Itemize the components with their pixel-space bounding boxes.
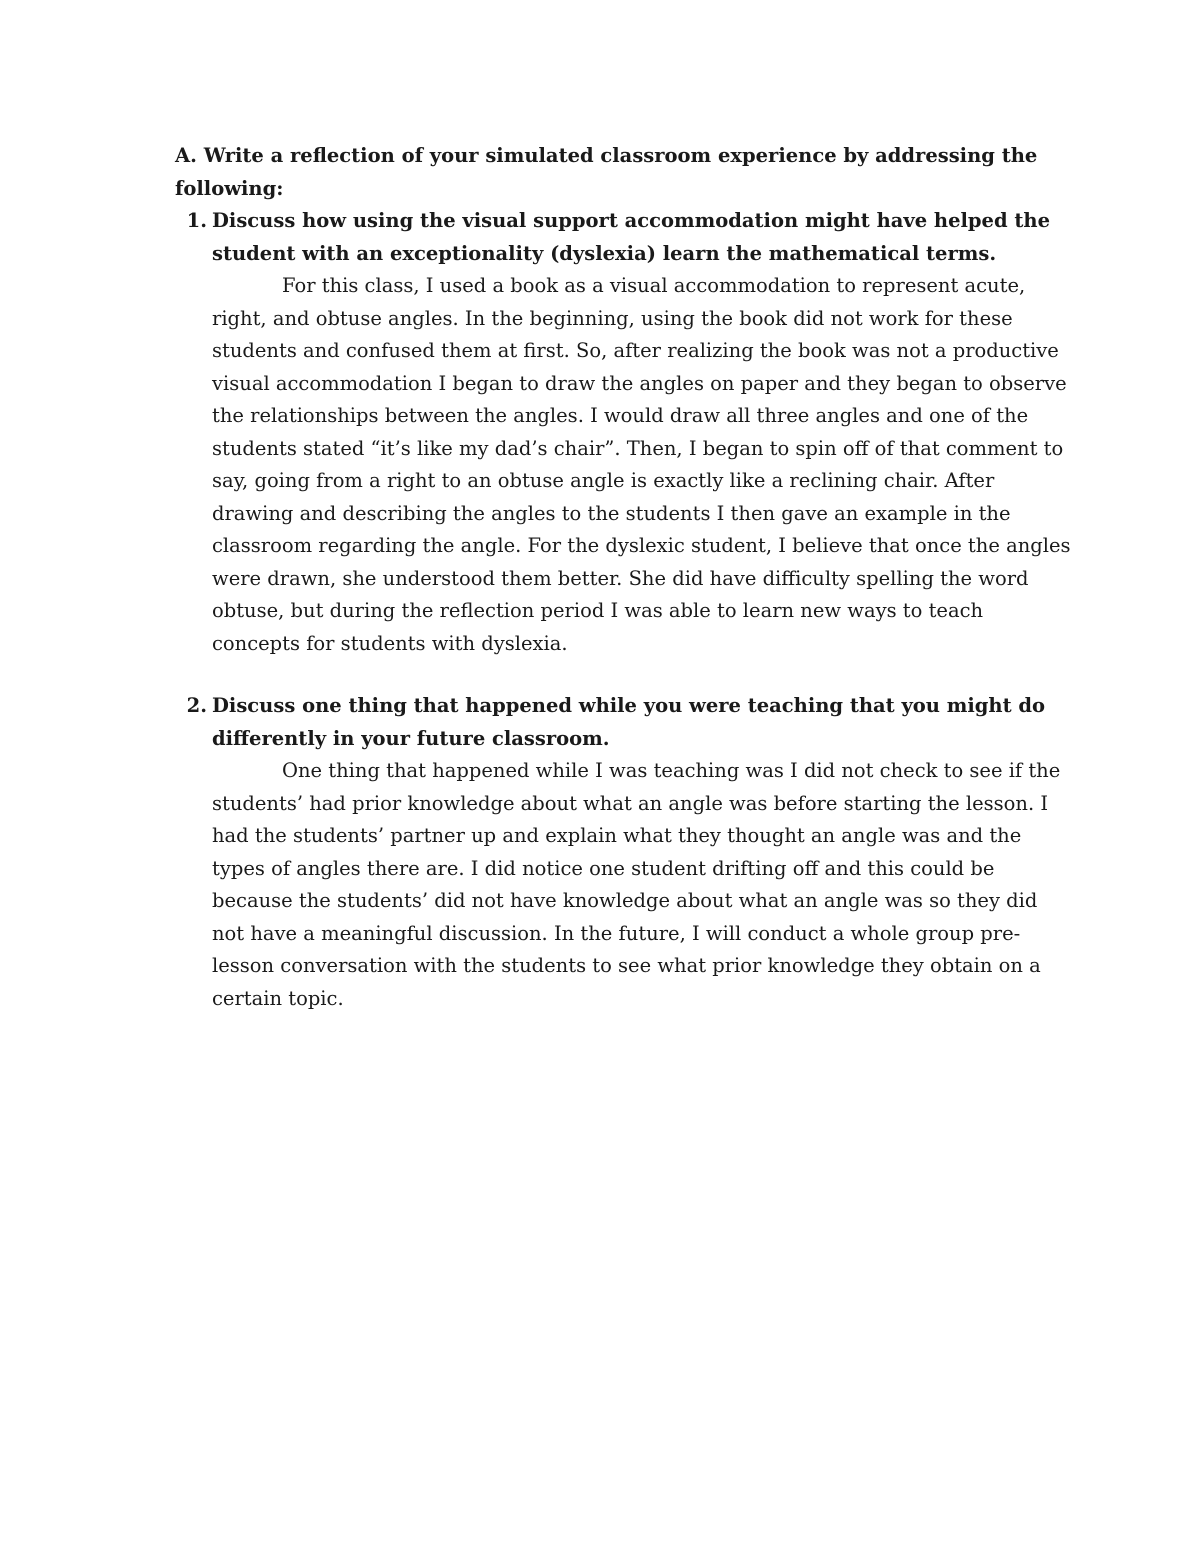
- question-1-number: 1.: [186, 209, 207, 232]
- document-body: [175, 140, 1075, 1015]
- question-1: [175, 205, 1075, 660]
- question-1-answer: For this class, I used a book as a visual accommodation to represent acute, right, and obtuse angles. In the beginning, using the book did not work for these students and confused them at first. So, after realizing the book was not a productive visual accommodation I began to draw the angles on paper and they began to observe the relationships between the angles. I would draw all three angles and one of the students stated “it’s like my dad’s chair”. Then, I began to spin off of that comment to say, going from a right to an obtuse angle is exactly like a reclining chair. After drawing and describing the angles to the students I then gave an example in the classroom regarding the angle. For the dyslexic student, I believe that once the angles were drawn, she understood them better. She did have difficulty spelling the word obtuse, but during the reflection period I was able to learn new ways to teach concepts for students with dyslexia.: [212, 274, 1071, 655]
- question-1-prompt: Discuss how using the visual support accommodation might have helped the student with an exceptionality (dyslexia) learn the mathematical terms.: [212, 209, 1050, 265]
- question-1-heading: [186, 205, 1075, 270]
- question-2-answer: One thing that happened while I was teaching was I did not check to see if the students’ had prior knowledge about what an angle was before starting the lesson. I had the students’ partner up and explain what they thought an angle was and the types of angles there are. I did notice one student drifting off and this could be because the students’ did not have knowledge about what an angle was so they did not have a meaningful discussion. In the future, I will conduct a whole group pre-lesson conversation with the students to see what prior knowledge they obtain on a certain topic.: [212, 759, 1061, 1010]
- section-a-heading: A. Write a reflection of your simulated classroom experience by addressing the following:: [175, 144, 1038, 200]
- question-2-prompt: Discuss one thing that happened while you were teaching that you might do differently in your future classroom.: [212, 694, 1046, 750]
- question-2-heading: [186, 690, 1075, 755]
- question-2-number: 2.: [186, 694, 207, 717]
- question-2: [175, 690, 1075, 1015]
- paragraph-spacer: [175, 660, 1075, 690]
